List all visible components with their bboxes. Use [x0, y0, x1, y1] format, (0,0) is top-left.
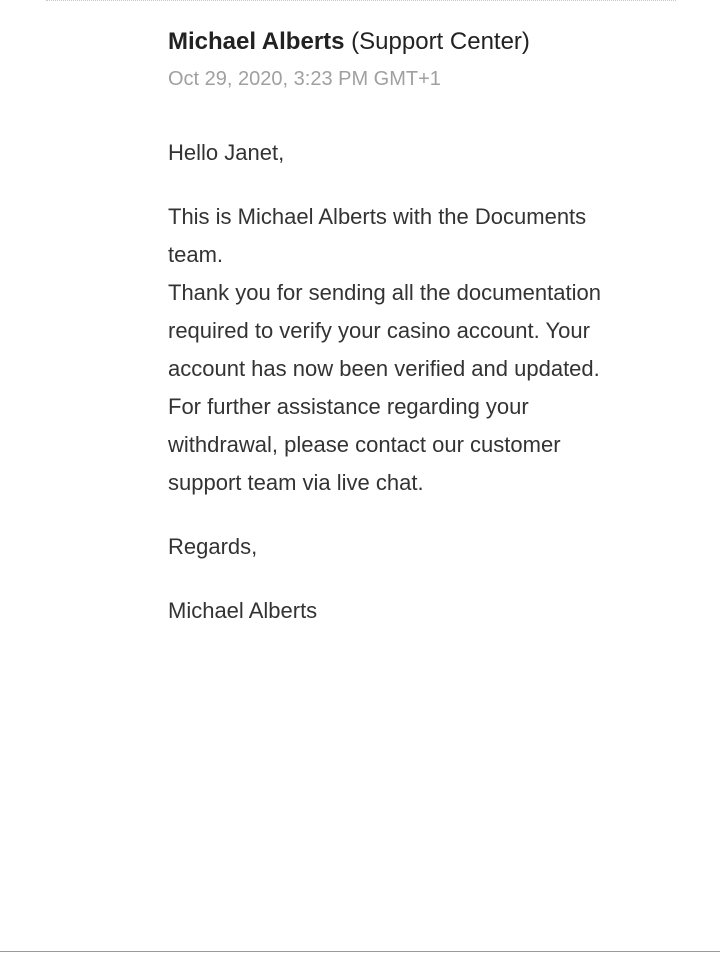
body-line: team.: [168, 242, 224, 267]
bottom-divider: [0, 951, 720, 952]
body-line: For further assistance regarding your: [168, 394, 529, 419]
body-line: support team via live chat.: [168, 470, 424, 495]
email-body: [168, 134, 668, 630]
sender-header: [168, 26, 668, 58]
body-line: account has now been verified and updated.: [168, 356, 600, 381]
email-message: [168, 26, 668, 630]
body-line: This is Michael Alberts with the Documents: [168, 204, 587, 229]
sender-name[interactable]: Michael Alberts: [168, 28, 345, 55]
email-timestamp: Oct 29, 2020, 3:23 PM GMT+1: [168, 68, 441, 90]
body-line: required to verify your casino account. Your: [168, 318, 590, 343]
sender-organization: (Support Center): [351, 28, 530, 55]
body-line: Thank you for sending all the documentation: [168, 280, 601, 305]
email-closing: Regards,: [168, 534, 258, 559]
email-paragraph: [168, 198, 668, 502]
body-line: withdrawal, please contact our customer: [168, 432, 561, 457]
email-greeting: Hello Janet,: [168, 140, 285, 165]
email-signature: Michael Alberts: [168, 598, 318, 623]
top-divider: [46, 0, 676, 1]
